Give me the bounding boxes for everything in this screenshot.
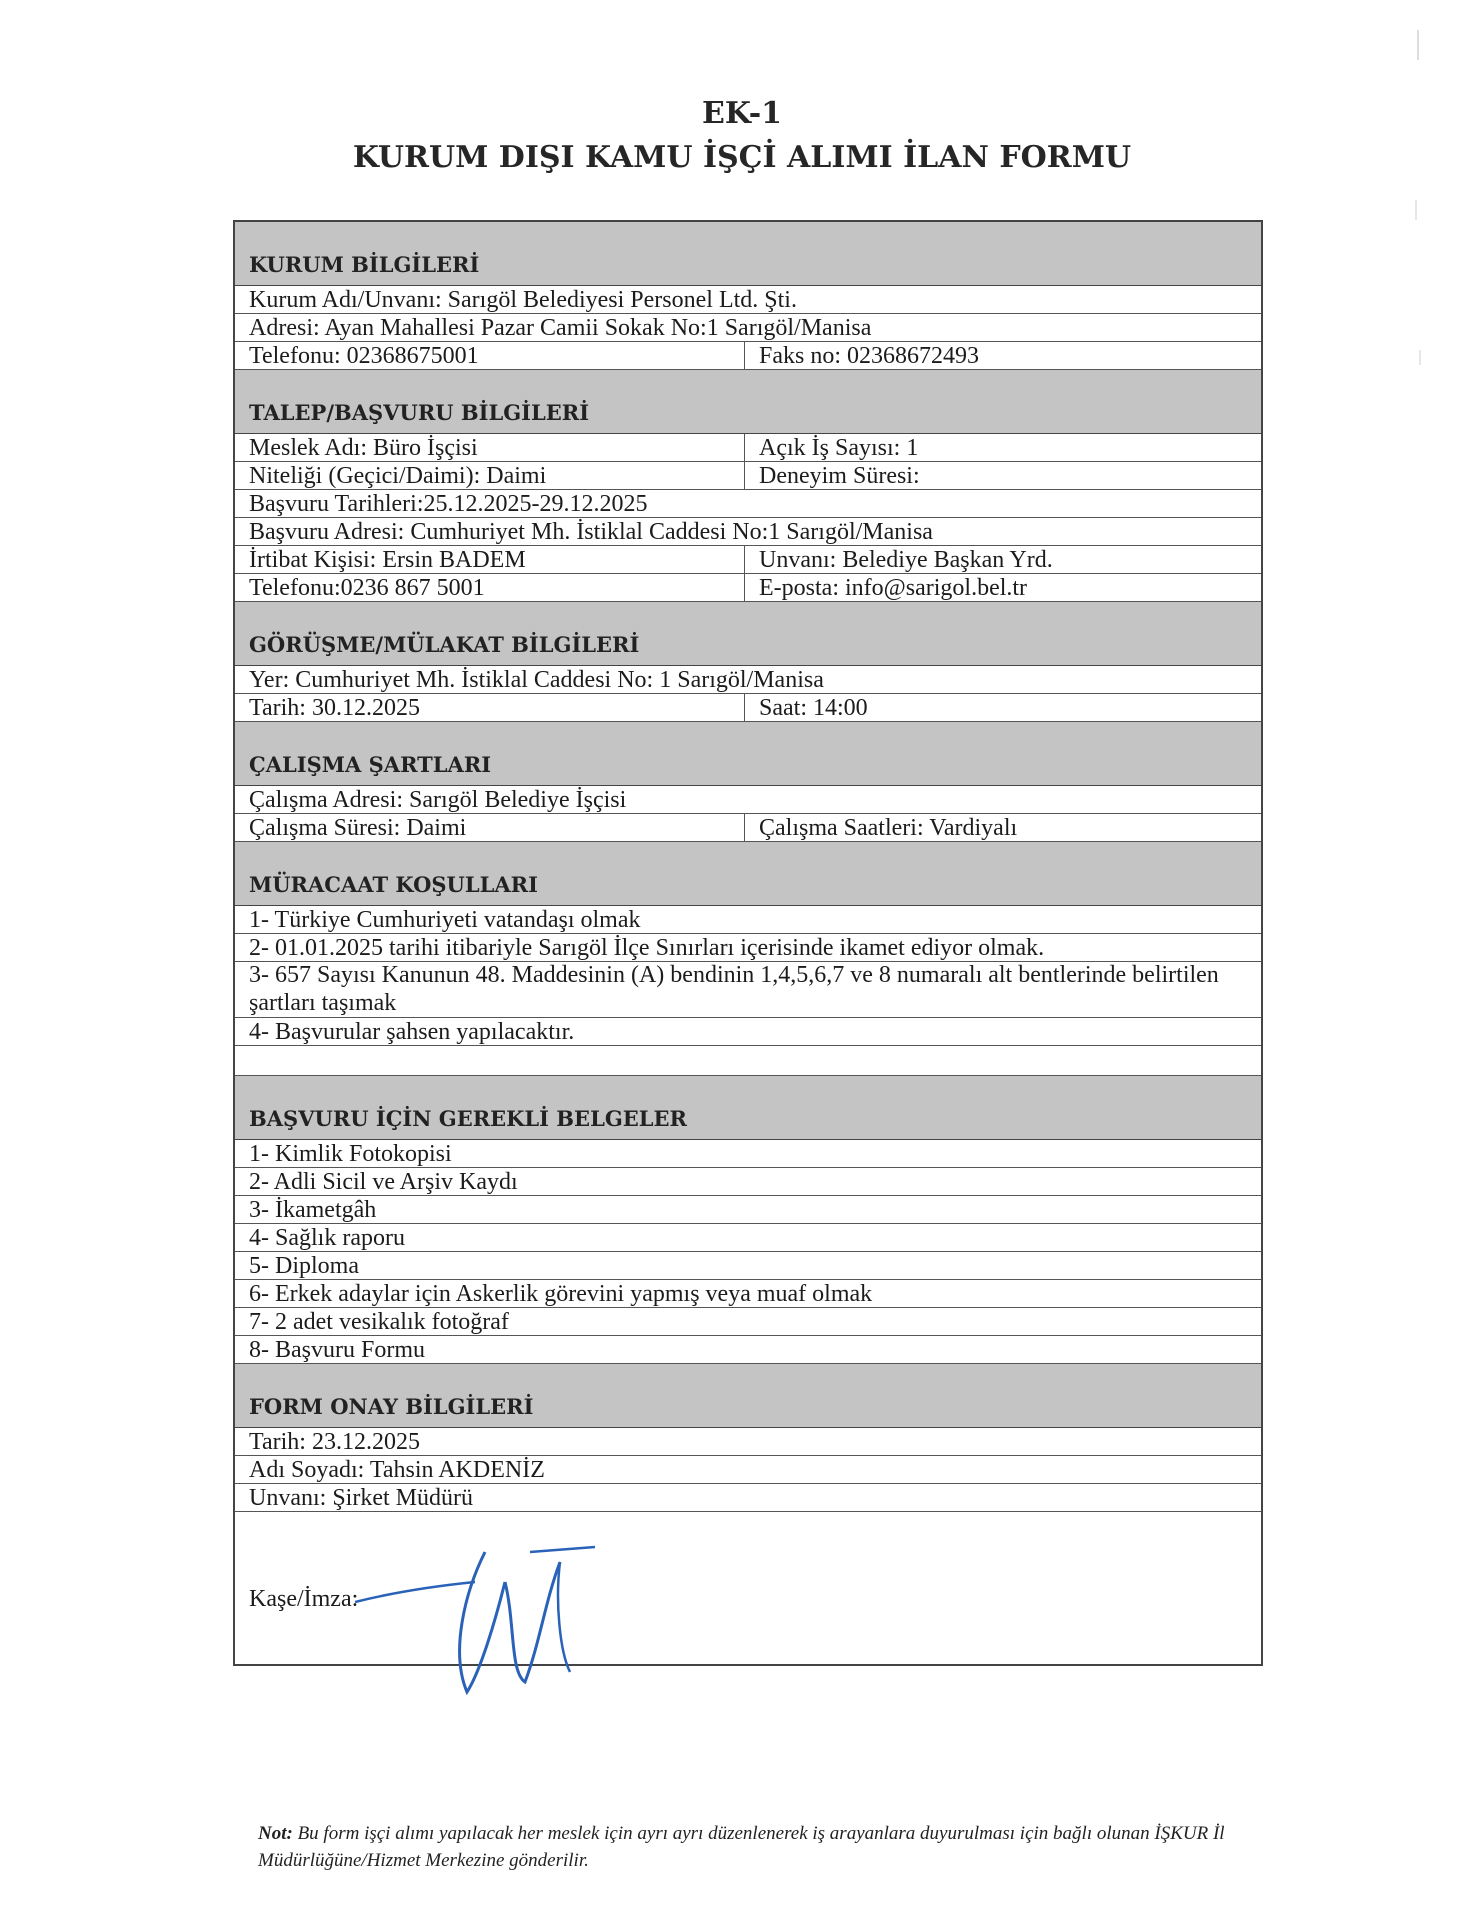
section-header-onay: FORM ONAY BİLGİLERİ (235, 1364, 1261, 1428)
calisma-suresi: Çalışma Süresi: Daimi (235, 814, 745, 841)
basvuru-adresi: Başvuru Adresi: Cumhuriyet Mh. İstiklal Caddesi No:1 Sarıgöl/Manisa (249, 519, 933, 545)
belge-1: 1- Kimlik Fotokopisi (249, 1141, 452, 1167)
row-kurum-iletisim (235, 342, 1261, 370)
section-header-belgeler: BAŞVURU İÇİN GEREKLİ BELGELER (235, 1076, 1261, 1140)
gorusme-tarih: Tarih: 30.12.2025 (235, 694, 745, 721)
note-text: Bu form işçi alımı yapılacak her meslek için ayrı ayrı düzenlenerek iş arayanlara duyurulması için bağlı olunan İŞKUR İl Müdürlüğüne/Hizmet Merkezine gönderilir. (258, 1823, 1225, 1871)
document-header (0, 92, 1484, 180)
basvuru-tarihleri: Başvuru Tarihleri:25.12.2025-29.12.2025 (249, 491, 648, 517)
list-item (235, 1224, 1261, 1252)
irtibat-kisisi: İrtibat Kişisi: Ersin BADEM (235, 546, 745, 573)
note-prefix: Not: (258, 1823, 293, 1844)
list-item (235, 906, 1261, 934)
announcement-form (233, 220, 1263, 1666)
muracaat-kosul-4: 4- Başvurular şahsen yapılacaktır. (249, 1019, 575, 1045)
muracaat-kosul-3: 3- 657 Sayısı Kanunun 48. Maddesinin (A) bendinin 1,4,5,6,7 ve 8 numaralı alt bentlerinde belirtilen şartları taşımak (249, 962, 1219, 1016)
belge-2: 2- Adli Sicil ve Arşiv Kaydı (249, 1169, 518, 1195)
kurum-adres: Adresi: Ayan Mahallesi Pazar Camii Sokak No:1 Sarıgöl/Manisa (249, 315, 872, 341)
list-item (235, 1308, 1261, 1336)
meslek-adi: Meslek Adı: Büro İşçisi (235, 434, 745, 461)
belge-6: 6- Erkek adaylar için Askerlik görevini yapmış veya muaf olmak (249, 1281, 873, 1307)
list-item (235, 1196, 1261, 1224)
belge-4: 4- Sağlık raporu (249, 1225, 405, 1251)
row-meslek (235, 434, 1261, 462)
row-gorusme-yer (235, 666, 1261, 694)
kurum-faks: Faks no: 02368672493 (759, 343, 980, 369)
row-basvuru-adresi (235, 518, 1261, 546)
annex-label: EK-1 (701, 96, 783, 131)
empty-row (235, 1046, 1261, 1076)
deneyim-suresi: Deneyim Süresi: (759, 463, 920, 489)
row-onay-adi (235, 1456, 1261, 1484)
section-header-kurum: KURUM BİLGİLERİ (235, 222, 1261, 286)
row-basvuru-tarihleri (235, 490, 1261, 518)
calisma-adresi: Çalışma Adresi: Sarıgöl Belediye İşçisi (249, 787, 627, 813)
list-item (235, 1018, 1261, 1046)
irtibat-telefon: Telefonu:0236 867 5001 (235, 574, 745, 601)
list-item (235, 1252, 1261, 1280)
signature-image (355, 1522, 615, 1722)
row-nitelik (235, 462, 1261, 490)
irtibat-unvani: Unvanı: Belediye Başkan Yrd. (759, 547, 1053, 573)
belge-5: 5- Diploma (249, 1253, 359, 1279)
belge-7: 7- 2 adet vesikalık fotoğraf (249, 1309, 509, 1335)
signature-area (235, 1512, 1261, 1666)
row-onay-unvan (235, 1484, 1261, 1512)
list-item (235, 1140, 1261, 1168)
onay-tarih: Tarih: 23.12.2025 (249, 1429, 420, 1455)
row-onay-tarih (235, 1428, 1261, 1456)
acik-is-sayisi: Açık İş Sayısı: 1 (759, 435, 919, 461)
calisma-saatleri: Çalışma Saatleri: Vardiyalı (759, 815, 1018, 841)
nitelik: Niteliği (Geçici/Daimi): Daimi (235, 462, 745, 489)
row-irtibat (235, 546, 1261, 574)
muracaat-kosul-2: 2- 01.01.2025 tarihi itibariyle Sarıgöl İlçe Sınırları içerisinde ikamet ediyor olmak. (249, 935, 1045, 961)
row-gorusme-zaman (235, 694, 1261, 722)
muracaat-kosul-1: 1- Türkiye Cumhuriyeti vatandaşı olmak (249, 907, 641, 933)
section-header-talep: TALEP/BAŞVURU BİLGİLERİ (235, 370, 1261, 434)
kurum-telefon: Telefonu: 02368675001 (235, 342, 745, 369)
footer-note (258, 1820, 1288, 1874)
list-item (235, 934, 1261, 962)
scan-margin-marks (1410, 20, 1430, 440)
list-item (235, 962, 1261, 1018)
section-header-muracaat: MÜRACAAT KOŞULLARI (235, 842, 1261, 906)
irtibat-eposta: E-posta: info@sarigol.bel.tr (759, 575, 1028, 601)
kase-imza-label: Kaşe/İmza: (249, 1586, 359, 1612)
belge-3: 3- İkametgâh (249, 1197, 377, 1223)
form-title: KURUM DIŞI KAMU İŞÇİ ALIMI İLAN FORMU (352, 140, 1132, 175)
row-calisma-sure (235, 814, 1261, 842)
row-iletisim (235, 574, 1261, 602)
belge-8: 8- Başvuru Formu (249, 1337, 425, 1363)
row-calisma-adres (235, 786, 1261, 814)
onay-unvani: Unvanı: Şirket Müdürü (249, 1485, 473, 1511)
gorusme-saat: Saat: 14:00 (759, 695, 868, 721)
list-item (235, 1168, 1261, 1196)
kurum-adi: Kurum Adı/Unvanı: Sarıgöl Belediyesi Personel Ltd. Şti. (249, 287, 797, 313)
row-kurum-adres (235, 314, 1261, 342)
row-kurum-adi (235, 286, 1261, 314)
list-item (235, 1336, 1261, 1364)
section-header-gorusme: GÖRÜŞME/MÜLAKAT BİLGİLERİ (235, 602, 1261, 666)
list-item (235, 1280, 1261, 1308)
gorusme-yer: Yer: Cumhuriyet Mh. İstiklal Caddesi No: 1 Sarıgöl/Manisa (249, 667, 824, 693)
section-header-calisma: ÇALIŞMA ŞARTLARI (235, 722, 1261, 786)
onay-adi-soyadi: Adı Soyadı: Tahsin AKDENİZ (249, 1457, 545, 1483)
